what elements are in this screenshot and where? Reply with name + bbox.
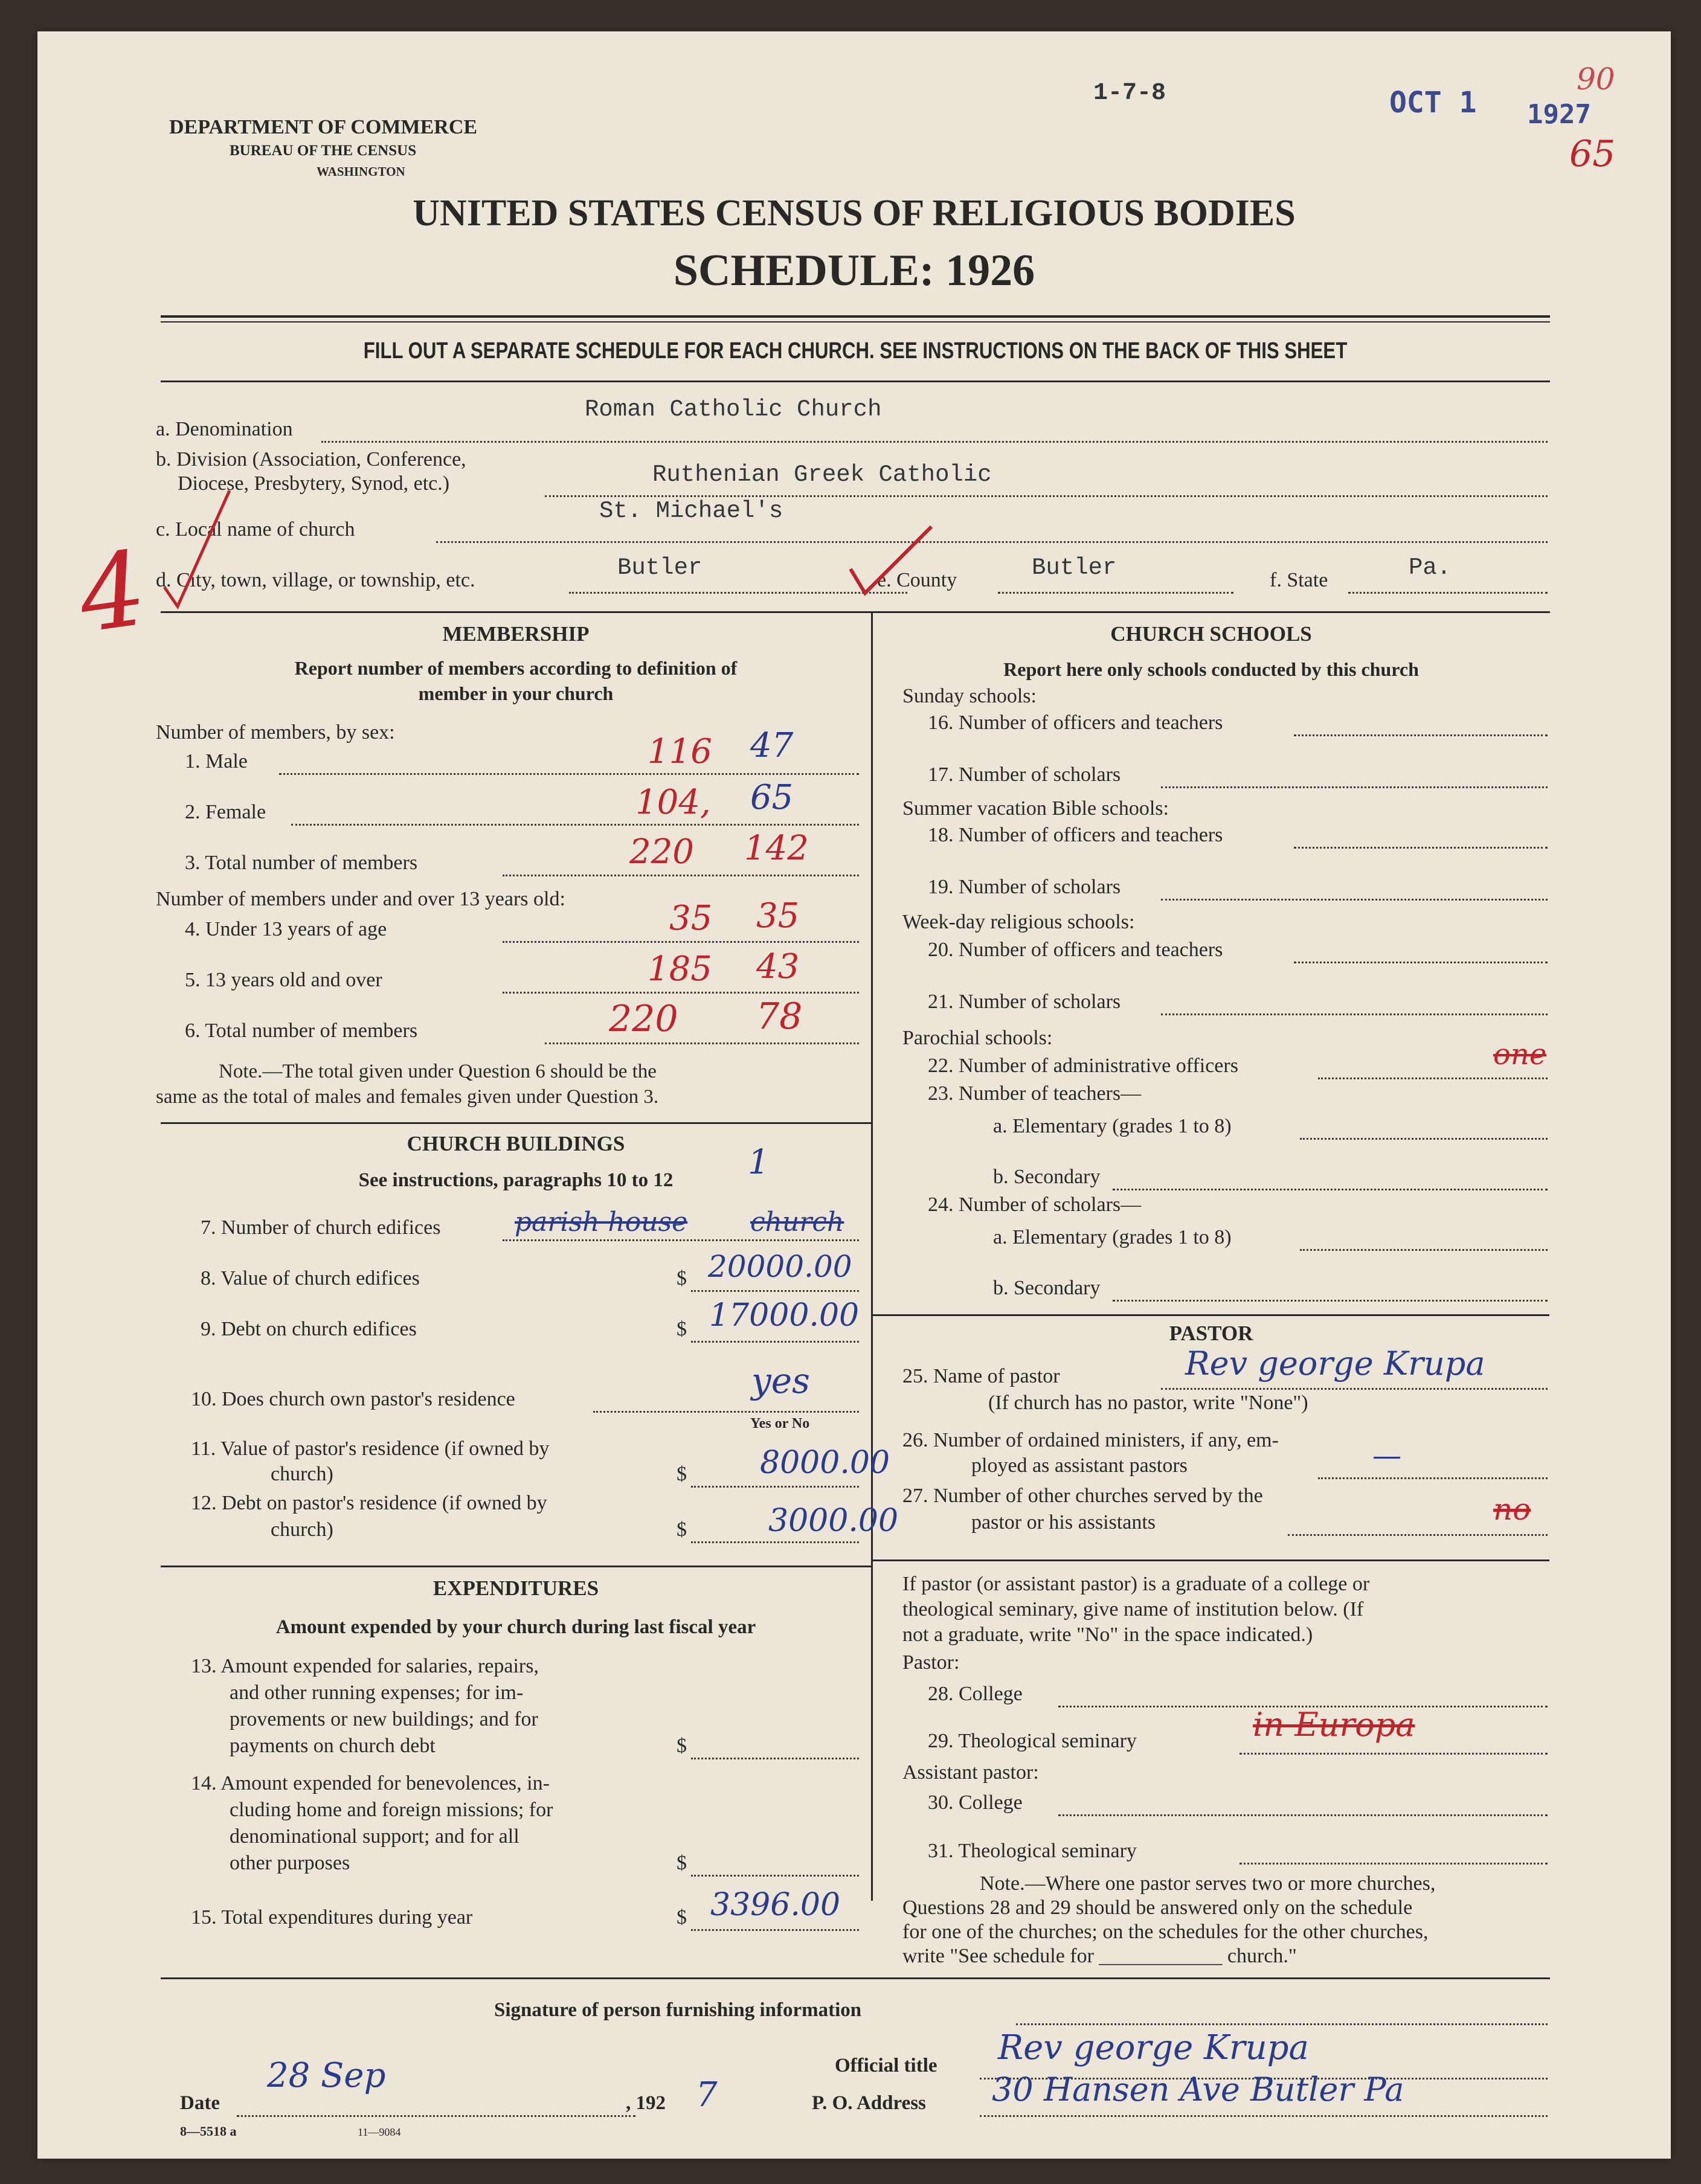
q3-label: 3. Total number of members <box>185 852 418 874</box>
dollar-sign: $ <box>677 1852 687 1874</box>
q3-revised: 142 <box>744 829 809 868</box>
column-divider <box>871 613 873 1901</box>
schools-sub: Report here only schools conducted by this church <box>1003 658 1419 680</box>
fill-line <box>691 1486 859 1488</box>
q23b-label: b. Secondary <box>993 1166 1101 1188</box>
q6-value: 220 <box>609 998 678 1040</box>
q17-label: 17. Number of scholars <box>928 763 1121 786</box>
fill-line <box>1300 1138 1548 1140</box>
city-value: Butler <box>617 554 703 581</box>
fill-line <box>1294 847 1548 849</box>
fill-line <box>1058 1814 1548 1816</box>
q3-value: 220 <box>629 832 694 872</box>
fill-line <box>691 1341 859 1343</box>
department-heading: DEPARTMENT OF COMMERCE <box>169 116 478 138</box>
fill-line <box>503 1239 859 1241</box>
date-value: 28 Sep <box>267 2056 386 2095</box>
q31-label: 31. Theological seminary <box>928 1840 1137 1862</box>
fill-line <box>1294 962 1548 963</box>
pastor-sublabel: Pastor: <box>902 1651 960 1674</box>
q14-line-1: 14. Amount expended for benevolences, in- <box>191 1772 550 1794</box>
q12-label-2: church) <box>271 1518 333 1541</box>
summer-heading: Summer vacation Bible schools: <box>902 797 1169 820</box>
print-number: 11—9084 <box>358 2126 401 2138</box>
q5-revised: 43 <box>756 947 800 986</box>
year-prefix: , 192 <box>626 2092 666 2114</box>
form-subtitle: SCHEDULE: 1926 <box>673 246 1035 295</box>
fill-line <box>691 1875 859 1877</box>
q27-label-2: pastor or his assistants <box>971 1511 1156 1534</box>
q25-hint: (If church has no pastor, write "None") <box>988 1392 1308 1414</box>
fill-line <box>1161 1013 1548 1015</box>
q14-line-3: denominational support; and for all <box>230 1825 519 1848</box>
q1-value: 116 <box>648 732 712 771</box>
q9-value: 17000.00 <box>709 1297 860 1334</box>
dollar-sign: $ <box>677 1906 687 1929</box>
q4-label: 4. Under 13 years of age <box>185 918 387 940</box>
q11-value: 8000.00 <box>760 1445 890 1481</box>
q5-value: 185 <box>648 949 712 989</box>
fill-line <box>1161 1388 1548 1390</box>
q6-label: 6. Total number of members <box>185 1020 418 1042</box>
fill-line <box>593 1411 859 1413</box>
grad-note-1: If pastor (or assistant pastor) is a graduate of a college or <box>902 1573 1370 1595</box>
q13-line-4: payments on church debt <box>230 1735 436 1757</box>
parochial-heading: Parochial schools: <box>902 1027 1053 1049</box>
fill-line <box>1113 1300 1548 1302</box>
rule <box>161 1977 1550 1979</box>
fill-line <box>1300 1249 1548 1251</box>
expenditures-title: EXPENDITURES <box>432 1576 599 1600</box>
form-number: 8—5518 a <box>180 2124 237 2139</box>
q10-value: yes <box>751 1360 810 1401</box>
red-margin-mark: 4 <box>71 528 153 657</box>
fill-line <box>691 1929 859 1931</box>
dollar-sign: $ <box>677 1463 687 1485</box>
q19-label: 19. Number of scholars <box>928 876 1121 898</box>
pastor-note-2: Questions 28 and 29 should be answered only on the schedule <box>902 1897 1413 1919</box>
q4-value: 35 <box>669 899 713 938</box>
pastor-note-1: Note.—Where one pastor serves two or more churches, <box>980 1872 1436 1895</box>
official-title-value: Rev george Krupa <box>998 2028 1309 2067</box>
check-mark-1 <box>164 490 230 606</box>
age-heading: Number of members under and over 13 years old: <box>156 888 565 910</box>
q26-label-2: ployed as assistant pastors <box>971 1454 1188 1477</box>
q24b-label: b. Secondary <box>993 1277 1101 1299</box>
grad-note-3: not a graduate, write "No" in the space indicated.) <box>902 1624 1313 1646</box>
membership-sub2: member in your church <box>418 682 614 704</box>
pastor-title: PASTOR <box>1169 1322 1253 1345</box>
q26-label-1: 26. Number of ordained ministers, if any, em- <box>902 1429 1279 1451</box>
q7-handwritten: church <box>750 1207 844 1238</box>
fill-line <box>503 875 859 876</box>
q8-value: 20000.00 <box>708 1249 852 1284</box>
q23a-label: a. Elementary (grades 1 to 8) <box>993 1115 1232 1137</box>
pastor-name-value: Rev george Krupa <box>1185 1344 1485 1383</box>
red-check-marks <box>37 31 1671 756</box>
state-label: f. State <box>1270 569 1328 591</box>
division-value: Ruthenian Greek Catholic <box>652 461 992 488</box>
q15-label: 15. Total expenditures during year <box>191 1906 473 1929</box>
q15-value: 3396.00 <box>710 1887 841 1923</box>
fill-line <box>691 1758 859 1759</box>
rule <box>873 1559 1549 1561</box>
bureau-heading: BUREAU OF THE CENSUS <box>230 143 417 159</box>
fill-line <box>1294 734 1548 736</box>
q5-label: 5. 13 years old and over <box>185 969 382 991</box>
grad-note-2: theological seminary, give name of institution below. (If <box>902 1598 1364 1620</box>
q10-hint: Yes or No <box>750 1416 810 1431</box>
q22-value: one <box>1493 1038 1547 1071</box>
fill-line <box>1240 1863 1548 1864</box>
signature-line <box>1016 2023 1548 2025</box>
division-label-1: b. Division (Association, Conference, <box>156 448 466 471</box>
fill-line <box>503 992 859 994</box>
q29-value: in Europa <box>1253 1706 1415 1744</box>
q1-label: 1. Male <box>185 750 248 772</box>
check-mark-2 <box>850 527 931 593</box>
by-sex-heading: Number of members, by sex: <box>156 721 395 744</box>
fill-line <box>545 1042 859 1044</box>
rule <box>161 611 1550 613</box>
fill-line <box>1240 1753 1548 1755</box>
buildings-title: CHURCH BUILDINGS <box>407 1132 625 1155</box>
county-value: Butler <box>1032 554 1117 581</box>
county-label: e. County <box>877 569 957 591</box>
q14-line-2: cluding home and foreign missions; for <box>230 1799 553 1821</box>
address-label: P. O. Address <box>812 2092 926 2114</box>
pastor-note-3: for one of the churches; on the schedules for the other churches, <box>902 1921 1429 1943</box>
dollar-sign: $ <box>677 1735 687 1757</box>
denomination-label: a. Denomination <box>156 418 293 440</box>
q27-label-1: 27. Number of other churches served by the <box>902 1485 1263 1507</box>
denomination-value: Roman Catholic Church <box>585 396 882 423</box>
fill-line <box>1318 1078 1548 1079</box>
q23-label: 23. Number of teachers— <box>928 1082 1142 1105</box>
schools-title: CHURCH SCHOOLS <box>1110 622 1312 646</box>
fill-line <box>980 2115 1548 2117</box>
q24-label: 24. Number of scholars— <box>928 1193 1142 1216</box>
asst-pastor-sublabel: Assistant pastor: <box>902 1761 1039 1784</box>
census-schedule-sheet <box>37 31 1671 2159</box>
city-heading: WASHINGTON <box>317 164 405 179</box>
address-value: 30 Hansen Ave Butler Pa <box>992 2070 1404 2109</box>
fill-line <box>1288 1534 1548 1536</box>
membership-note-2: same as the total of males and females given under Question 3. <box>156 1086 659 1108</box>
dollar-sign: $ <box>677 1267 687 1290</box>
q21-label: 21. Number of scholars <box>928 991 1121 1013</box>
q2-revised: 65 <box>750 778 794 817</box>
fill-line <box>691 1541 859 1543</box>
received-date-stamp: OCT 1 <box>1389 86 1477 120</box>
official-title-label: Official title <box>835 2055 937 2076</box>
date-label: Date <box>180 2092 220 2114</box>
membership-title: MEMBERSHIP <box>442 622 590 646</box>
weekday-heading: Week-day religious schools: <box>902 911 1135 933</box>
form-title: UNITED STATES CENSUS OF RELIGIOUS BODIES <box>413 193 1296 234</box>
state-value: Pa. <box>1409 554 1452 581</box>
q22-label: 22. Number of administrative officers <box>928 1055 1238 1077</box>
membership-note-1: Note.—The total given under Question 6 should be the <box>219 1061 657 1082</box>
q6-revised: 78 <box>756 995 803 1038</box>
rule <box>161 1566 871 1567</box>
fill-line <box>503 941 859 943</box>
form-code: 1-7-8 <box>1093 80 1166 107</box>
fill-line <box>691 1290 859 1292</box>
red-annotation-65: 65 <box>1569 133 1616 175</box>
q8-label: 8. Value of church edifices <box>201 1267 420 1290</box>
fill-line <box>1161 786 1548 788</box>
q16-label: 16. Number of officers and teachers <box>928 711 1223 734</box>
red-annotation-top: 90 <box>1577 62 1615 97</box>
q14-line-4: other purposes <box>230 1852 350 1874</box>
q28-label: 28. College <box>928 1683 1023 1705</box>
dollar-sign: $ <box>677 1518 687 1541</box>
q24a-label: a. Elementary (grades 1 to 8) <box>993 1226 1232 1248</box>
q13-line-2: and other running expenses; for im- <box>230 1681 524 1704</box>
q2-value: 104, <box>635 783 711 822</box>
q27-value: no <box>1493 1492 1531 1527</box>
q7-label: 7. Number of church edifices <box>201 1216 441 1239</box>
q2-label: 2. Female <box>185 801 266 823</box>
fill-line <box>291 824 859 826</box>
q10-label: 10. Does church own pastor's residence <box>191 1388 515 1410</box>
q13-line-1: 13. Amount expended for salaries, repairs, <box>191 1655 539 1677</box>
q25-label: 25. Name of pastor <box>902 1365 1060 1387</box>
dollar-sign: $ <box>677 1318 687 1340</box>
city-label: d. City, town, village, or township, etc. <box>156 569 475 591</box>
sunday-heading: Sunday schools: <box>902 685 1037 707</box>
signature-label: Signature of person furnishing information <box>494 1999 862 2021</box>
year-value: 7 <box>696 2075 718 2115</box>
fill-line <box>1161 899 1548 901</box>
pastor-note-4: write "See schedule for ____________ church." <box>902 1945 1297 1967</box>
rule <box>161 1122 871 1124</box>
q30-label: 30. College <box>928 1791 1023 1814</box>
received-year-stamp: 1927 <box>1527 99 1591 130</box>
fill-line <box>1318 1477 1548 1479</box>
rule <box>873 1314 1549 1316</box>
q1-revised: 47 <box>750 726 794 765</box>
division-label-2: Diocese, Presbytery, Synod, etc.) <box>178 472 450 495</box>
q9-label: 9. Debt on church edifices <box>201 1318 417 1340</box>
fill-line <box>237 2115 635 2117</box>
q11-label-1: 11. Value of pastor's residence (if owned by <box>191 1437 550 1460</box>
q12-value: 3000.00 <box>768 1503 899 1539</box>
q11-label-2: church) <box>271 1463 333 1485</box>
fill-line <box>1113 1189 1548 1190</box>
q13-line-3: provements or new buildings; and for <box>230 1708 538 1730</box>
q7-struck-text: parish house <box>515 1207 688 1238</box>
local-name-value: St. Michael's <box>599 498 783 524</box>
local-name-label: c. Local name of church <box>156 518 355 541</box>
q29-label: 29. Theological seminary <box>928 1730 1137 1752</box>
q4-revised: 35 <box>756 896 800 936</box>
q20-label: 20. Number of officers and teachers <box>928 939 1223 961</box>
expenditures-sub: Amount expended by your church during last fiscal year <box>275 1616 756 1638</box>
membership-sub1: Report number of members according to definition of <box>294 657 738 679</box>
q7-value: 1 <box>748 1143 770 1182</box>
q12-label-1: 12. Debt on pastor's residence (if owned by <box>191 1492 547 1514</box>
fill-line <box>279 773 859 775</box>
buildings-sub: See instructions, paragraphs 10 to 12 <box>358 1169 674 1191</box>
q26-value: — <box>1372 1439 1401 1473</box>
q18-label: 18. Number of officers and teachers <box>928 824 1223 846</box>
instruction-banner: FILL OUT A SEPARATE SCHEDULE FOR EACH CHURCH. SEE INSTRUCTIONS ON THE BACK OF THIS SHEET <box>363 338 1348 364</box>
